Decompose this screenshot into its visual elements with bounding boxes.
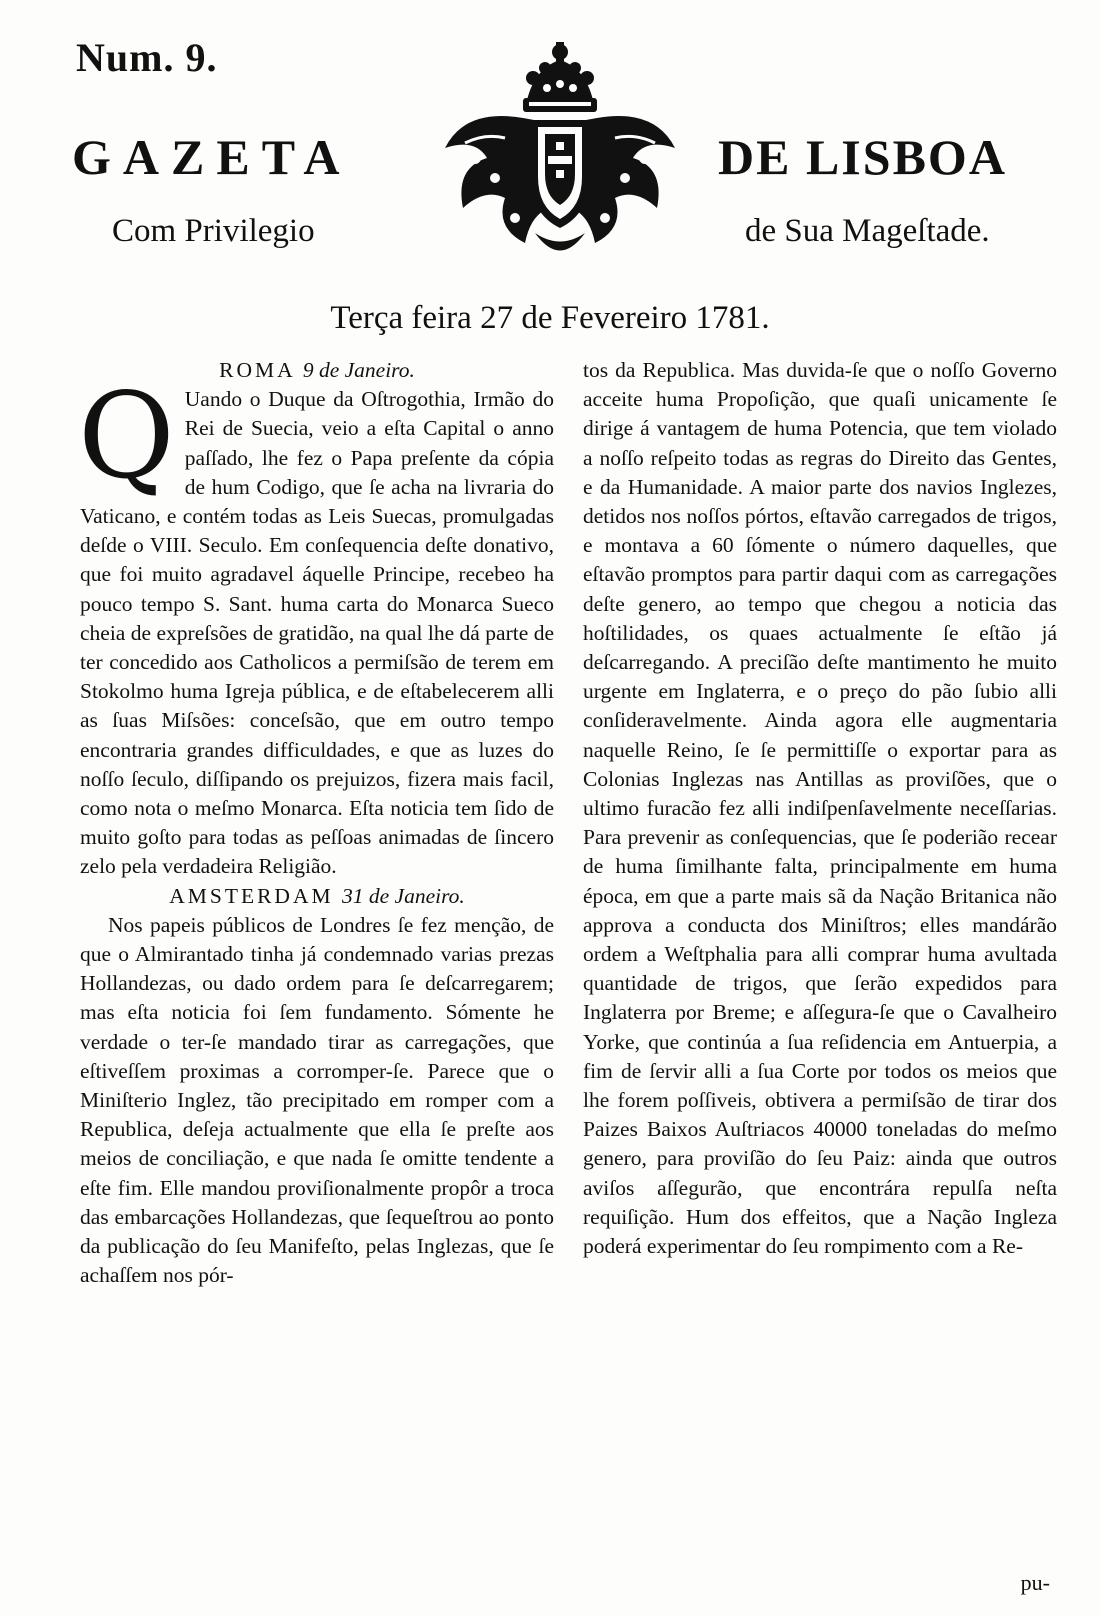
column-right: [583, 356, 1057, 1261]
privilege-right: de Sua Mageſtade.: [745, 213, 990, 249]
article-text: Uando o Duque da Oſtrogothia, Irmão do Rei de Suecia, veio a eſta Capital o anno paſſado, lhe fez o Papa preſente da cópia de hum Codigo, que ſe acha na livraria do Vaticano, e contém todas as Leis Suecas, promulgadas deſde o VIII. Seculo. Em conſequencia deſte donativo, que foi muito agradavel áquelle Principe, recebeo ha pouco tempo S. Sant. huma carta do Monarca Sueco cheia de expreſsões de gratidão, na qual lhe dá parte de ter concedido aos Catholicos a permiſsão de terem em Stokolmo huma Igreja pública, e de eſtabelecerem alli as ſuas Miſsões: conceſsão, que em outro tempo encontraria grandes difficuldades, e que as luzes do noſſo ſeculo, diſſipando os prejuizos, fizera mais facil, como nota o meſmo Monarca. Eſta noticia tem ſido de muito goſto para todas as peſſoas animadas de ſincero zelo pela verdadeira Religião.: [80, 387, 554, 879]
article-heading-amsterdam: [80, 882, 554, 911]
title-de-lisboa: DE LISBOA: [718, 129, 1007, 185]
article-place: AMSTERDAM: [169, 883, 334, 908]
column-left: [80, 356, 554, 1291]
issue-number: Num. 9.: [76, 35, 218, 80]
article-place: ROMA: [219, 358, 295, 382]
royal-coat-of-arms-icon: [435, 38, 685, 268]
privilege-left: Com Privilegio: [112, 213, 315, 249]
article-date: 9 de Janeiro.: [302, 358, 415, 382]
article-body-amsterdam: [80, 911, 554, 1291]
title-gazeta: GAZETA: [72, 129, 352, 185]
article-date: 31 de Janeiro.: [341, 883, 465, 908]
catchword: pu-: [1020, 1570, 1050, 1595]
article-body-continued: tos da Republica. Mas duvida-ſe que o noſſo Governo acceite huma Propoſição, que quaſi unicamente ſe dirige á vantagem de huma Potencia, que tem violado a noſſo reſpeito todas as regras do Direito das Gentes, e da Humanidade. A maior parte dos navios Inglezes, detidos nos noſſos pórtos, eſtavão carregados de trigos, e montava a 60 ſómente o número daquelles, que eſtavão promptos para partir daqui com as carregações deſte genero, ao tempo que chegou a noticia das hoſtilidades, os quaes actualmente ſe eſtão já deſcarregando. A preciſão deſte mantimento he muito urgente em Inglaterra, e o preço do pão ſubio alli conſideravelmente. Ainda agora elle augmentaria naquelle Reino, ſe ſe permittiſſe o exportar para as Colonias Inglezas nas Antillas as proviſões, que o ultimo furacão fez alli indiſpenſavelmente neceſſarias. Para prevenir as conſequencias, que ſe poderião recear de huma ſimilhante falta, principalmente em huma época, em que a parte mais sã da Nação Britanica não approva a conducta dos Miniſtros; elles mandárão ordem a Weſtphalia para alli comprar huma avultada quantidade de trigos, que ſerão expedidos para Inglaterra por Breme; e aſſegura-ſe que o Cavalheiro Yorke, que continúa a ſua reſidencia em Antuerpia, a fim de ſervir alli a ſua Corte por todos os meios que lhe forem poſſiveis, obtivera a permiſsão de tirar dos Paizes Baixos Auſtriacos 40000 toneladas do meſmo genero, para proviſão do ſeu Paiz: ainda que outros aviſos aſſegurão, que encontrára repulſa neſta requiſição. Hum dos effeitos, que a Nação Ingleza poderá experimentar do ſeu rompimento com a Re-: [583, 358, 1057, 1259]
drop-cap: Q: [78, 367, 175, 506]
article-text: Nos papeis públicos de Londres ſe fez menção, de que o Almirantado tinha já condemnado varias prezas Hollandezas, ou dado ordem para ſe deſcarregarem; mas eſta noticia foi ſem fundamento. Sómente he verdade o ter-ſe mandado tirar as carregações, que eſtiveſſem proximas a corromper-ſe. Parece que o Miniſterio Inglez, tão precipitado em romper com a Republica, deſeja actualmente que ella ſe preſte aos meios de conciliação, e que nada ſe omitte tendente a eſte fim. Elle mandou proviſionalmente propôr a troca das embarcações Hollandezas, que ſequeſtrou ao ponto da publicação do ſeu Manifeſto, pelas Inglezas, que ſe achaſſem nos pór-: [80, 912, 554, 1288]
dateline: Terça feira 27 de Fevereiro 1781.: [330, 300, 770, 336]
